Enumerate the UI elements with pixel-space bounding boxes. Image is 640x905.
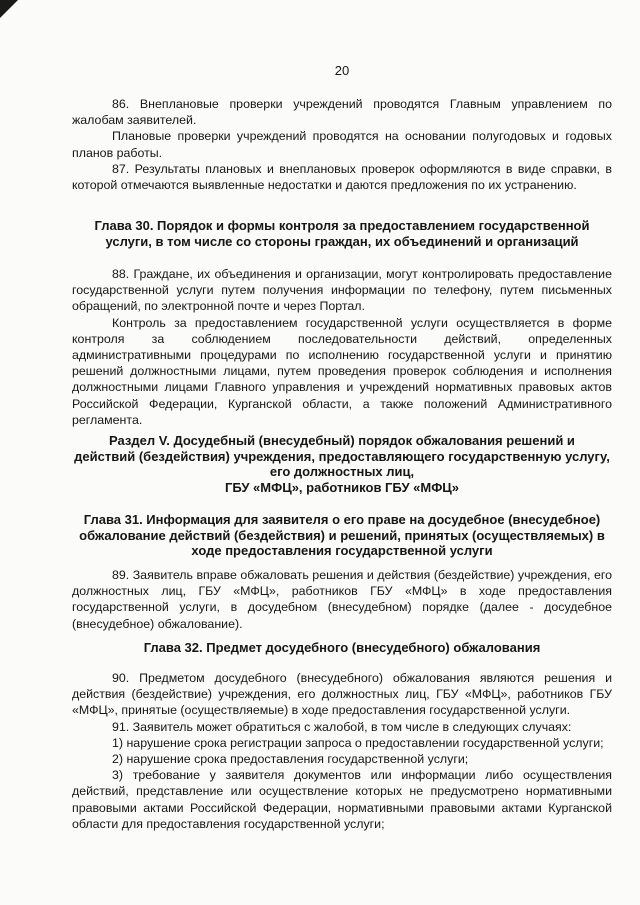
text-block-88 <box>72 266 612 428</box>
heading-line: ГБУ «МФЦ», работников ГБУ «МФЦ» <box>224 479 460 495</box>
text-block-86-87 <box>72 96 612 193</box>
heading-line: действий (бездействия) учреждения, предоставляющего государственную услугу, <box>74 448 610 464</box>
heading-line: услуги, в том числе со стороны граждан, их объединений и организаций <box>105 233 579 249</box>
text-block-89 <box>72 567 612 632</box>
heading-line: Раздел V. Досудебный (внесудебный) порядок обжалования решений и <box>109 433 575 448</box>
heading-line: Глава 31. Информация для заявителя о его праве на досудебное (внесудебное) <box>83 512 601 527</box>
chapter-31-heading <box>72 512 612 559</box>
paragraph-87: 87. Результаты плановых и внеплановых проверок оформляются в виде справки, в которой отмечаются выявленные недостатки и даются предложения по их устранению. <box>72 161 612 193</box>
paragraph-91: 91. Заявитель может обратиться с жалобой, в том числе в следующих случаях: <box>112 719 572 734</box>
scan-corner-mark <box>0 0 18 18</box>
list-item-1: 1) нарушение срока регистрации запроса о предоставлении государственной услуги; <box>112 735 604 750</box>
section-5-heading <box>72 433 612 495</box>
heading-line: обжалование действий (бездействия) и решений, принятых (осуществляемых) в <box>79 527 605 543</box>
paragraph-90: 90. Предметом досудебного (внесудебного) обжалования являются решения и действия (бездействие) учреждения, его должностных лиц, ГБУ «МФЦ», работников ГБУ «МФЦ», принятые (осуществляемые) в ходе предоставления государственной услуги. <box>72 671 612 718</box>
paragraph-control: Контроль за предоставлением государственной услуги осуществляется в форме контроля за соблюдением последовательности действий, определенных административными процедурами по исполнению государственной услуги и принятию решений должностными лицами, путем проведения проверок соблюдения и исполнения должностными лицами Главного управления и учреждений нормативных правовых актов Российской Федерации, Курганской области, а также положений Административного регламента. <box>72 315 612 427</box>
page-number: 20 <box>334 63 350 78</box>
chapter-32-heading <box>72 640 612 656</box>
text-block-90-91 <box>72 670 612 832</box>
chapter-30-heading <box>72 218 612 249</box>
paragraph-86: 86. Внеплановые проверки учреждений проводятся Главным управлением по жалобам заявителей. <box>72 97 612 128</box>
list-item-3: 3) требование у заявителя документов или информации либо осуществления действий, представление или осуществление которых не предусмотрено нормативными правовыми актами Российской Федерации, нормативными правовыми актами Курганской области для предоставления государственной услуги; <box>72 768 612 831</box>
paragraph-89: 89. Заявитель вправе обжаловать решения и действия (бездействие) учреждения, его должностных лиц, ГБУ «МФЦ», работников ГБУ «МФЦ» в ходе предоставления государственной услуги, в досудебном (внесудебном) порядке (далее - досудебное (внесудебное) обжалование). <box>72 568 612 631</box>
heading-line: Глава 32. Предмет досудебного (внесудебного) обжалования <box>143 640 541 655</box>
heading-line: ходе предоставления государственной услуги <box>191 543 493 558</box>
paragraph-planned-inspections: Плановые проверки учреждений проводятся на основании полугодовых и годовых планов работы. <box>72 129 612 160</box>
paragraph-88: 88. Граждане, их объединения и организации, могут контролировать предоставление государственной услуги путем получения информации по телефону, путем письменных обращений, по электронной почте и через Портал. <box>72 267 612 314</box>
heading-line: Глава 30. Порядок и формы контроля за предоставлением государственной <box>94 218 590 233</box>
heading-line: его должностных лиц, <box>269 464 415 479</box>
list-item-2: 2) нарушение срока предоставления государственной услуги; <box>112 752 469 767</box>
